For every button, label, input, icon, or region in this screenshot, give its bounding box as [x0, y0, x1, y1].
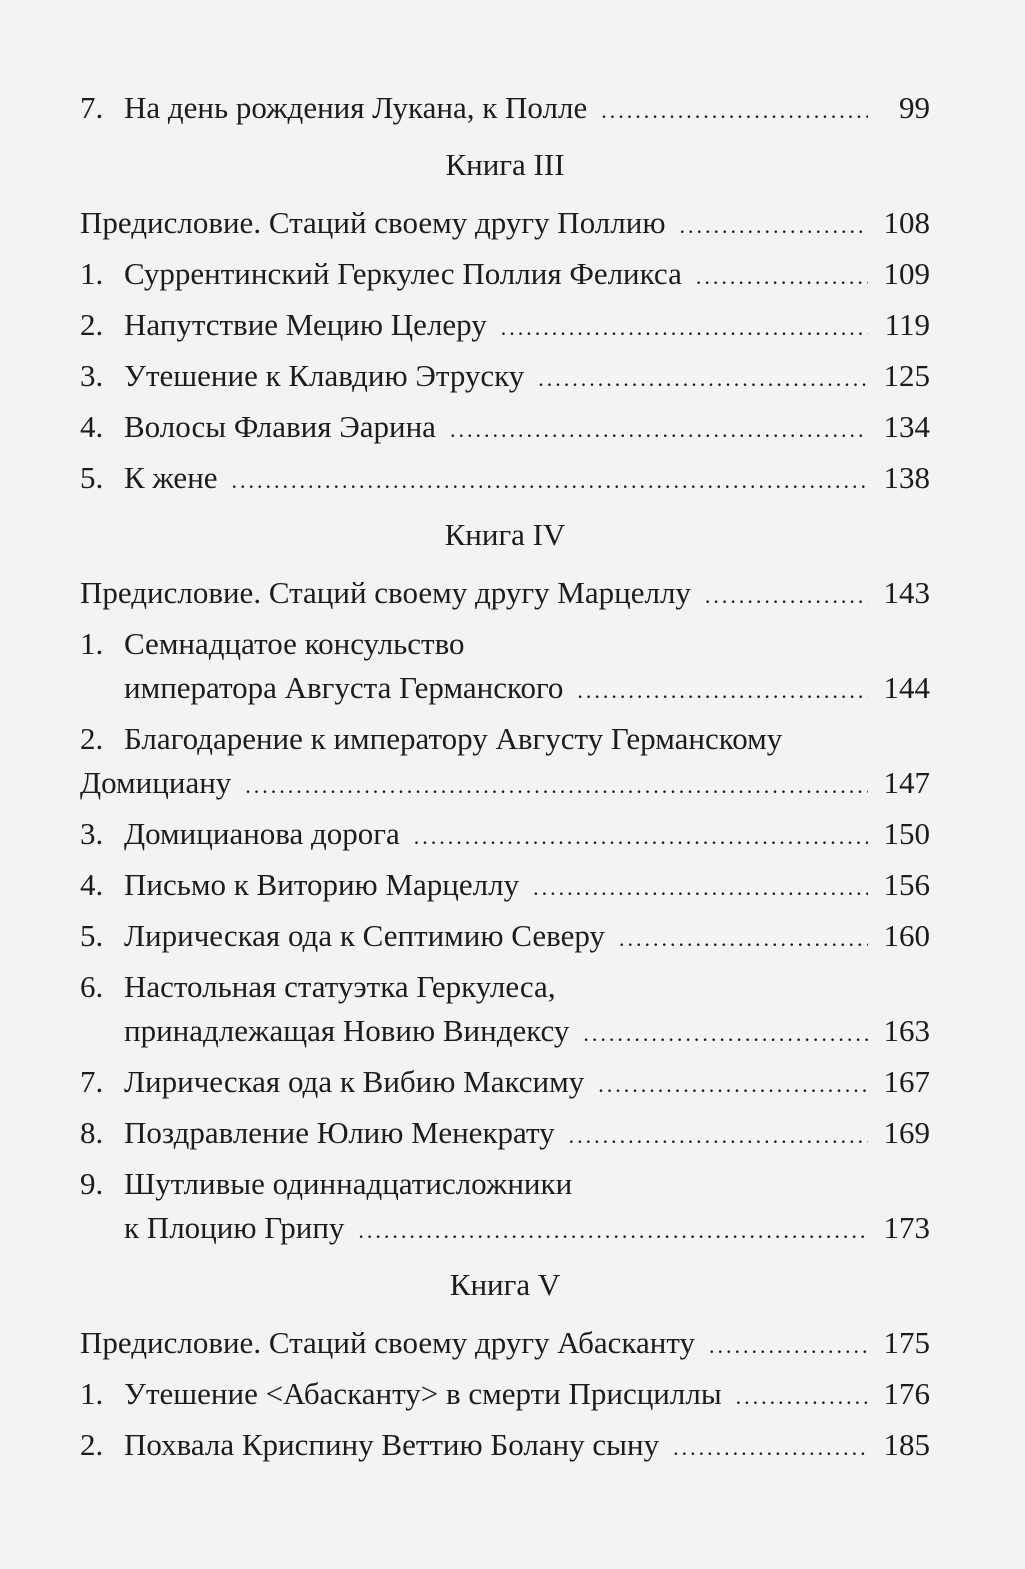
- entry-title: Предисловие. Стаций своему другу Марцеллу: [80, 575, 691, 610]
- page-number: 138: [883, 460, 930, 495]
- page-number: 173: [883, 1210, 930, 1245]
- entry-number: 2.: [80, 307, 104, 342]
- dot-leader: [232, 459, 868, 503]
- toc-entry: [80, 571, 930, 618]
- entry-title: На день рождения Лукана, к Полле: [124, 90, 588, 125]
- page-number: 160: [883, 918, 930, 953]
- entry-number: 3.: [80, 358, 104, 393]
- page-number: 99: [899, 90, 930, 125]
- toc-entry: [80, 303, 930, 350]
- dot-leader: [450, 408, 868, 452]
- entry-title: принадлежащая Новию Виндексу: [124, 1013, 570, 1048]
- toc-entry: [80, 965, 930, 1056]
- page-number: 144: [883, 670, 930, 705]
- entry-number: 7.: [80, 1064, 104, 1099]
- entry-number: 4.: [80, 867, 104, 902]
- book-heading: Книга V: [449, 1267, 561, 1302]
- entry-title: Домицианова дорога: [124, 816, 400, 851]
- entry-number: 8.: [80, 1115, 104, 1150]
- dot-leader: [679, 204, 868, 248]
- toc-entry-first-line: [80, 622, 930, 666]
- entry-title: Поздравление Юлию Менекрату: [124, 1115, 555, 1150]
- entry-title-line1: Шутливые одиннадцатисложники: [124, 1166, 573, 1201]
- page-number: 163: [883, 1013, 930, 1048]
- page-number: 125: [883, 358, 930, 393]
- entry-title: Похвала Криспину Веттию Болану сыну: [124, 1427, 660, 1462]
- entry-title: Утешение к Клавдию Этруску: [124, 358, 525, 393]
- page-number: 176: [883, 1376, 930, 1411]
- entry-title: Напутствие Мецию Целеру: [124, 307, 487, 342]
- entry-title-line1: Настольная статуэтка Геркулеса,: [124, 969, 556, 1004]
- toc-entry-first-line: [80, 965, 930, 1009]
- entry-number: 7.: [80, 90, 104, 125]
- toc-entry: [80, 1111, 930, 1158]
- page-number: 185: [883, 1427, 930, 1462]
- entry-title: Лирическая ода к Вибию Максиму: [124, 1064, 585, 1099]
- toc-entry-last-line: [80, 761, 930, 808]
- page-number: 169: [883, 1115, 930, 1150]
- entry-title: Домициану: [80, 765, 232, 800]
- dot-leader: [619, 917, 868, 961]
- dot-leader: [705, 574, 868, 618]
- entry-number: 3.: [80, 816, 104, 851]
- toc-entry: [80, 1372, 930, 1419]
- page-number: 109: [883, 256, 930, 291]
- toc-entry: [80, 1423, 930, 1470]
- entry-title: Письмо к Виторию Марцеллу: [124, 867, 520, 902]
- dot-leader: [736, 1375, 868, 1419]
- page-number: 150: [883, 816, 930, 851]
- book-heading: Книга IV: [444, 517, 566, 552]
- toc-entry: [80, 405, 930, 452]
- dot-leader: [673, 1426, 868, 1470]
- toc-entry-first-line: [80, 1162, 930, 1206]
- toc-entry-last-line: [80, 1206, 930, 1253]
- dot-leader: [245, 764, 868, 808]
- entry-number: 1.: [80, 626, 104, 661]
- dot-leader: [501, 306, 868, 350]
- entry-number: 4.: [80, 409, 104, 444]
- dot-leader: [538, 357, 868, 401]
- page-number: 175: [883, 1325, 930, 1360]
- entry-title: Предисловие. Стаций своему другу Абасканту: [80, 1325, 695, 1360]
- dot-leader: [414, 815, 868, 859]
- entry-number: 6.: [80, 969, 104, 1004]
- page-number: 156: [883, 867, 930, 902]
- toc-entry-first-line: [80, 717, 930, 761]
- toc-entry: [80, 1060, 930, 1107]
- page-number: 108: [883, 205, 930, 240]
- entry-title: Предисловие. Стаций своему другу Поллию: [80, 205, 666, 240]
- page-number: 143: [883, 575, 930, 610]
- toc-entry: [80, 354, 930, 401]
- toc-entry: [80, 252, 930, 299]
- entry-title-line1: Семнадцатое консульство: [124, 626, 465, 661]
- dot-leader: [577, 669, 868, 713]
- table-of-contents: [80, 86, 930, 1474]
- toc-entry: [80, 863, 930, 910]
- toc-entry-last-line: [80, 666, 930, 713]
- entry-number: 1.: [80, 1376, 104, 1411]
- page-number: 119: [884, 307, 930, 342]
- dot-leader: [709, 1324, 868, 1368]
- toc-entry-last-line: [80, 1009, 930, 1056]
- book-heading: Книга III: [445, 147, 565, 182]
- entry-number: 5.: [80, 460, 104, 495]
- toc-entry: [80, 812, 930, 859]
- entry-number: 1.: [80, 256, 104, 291]
- dot-leader: [533, 866, 868, 910]
- page-number: 167: [883, 1064, 930, 1099]
- entry-number: 2.: [80, 1427, 104, 1462]
- entry-title: к Плоцию Грипу: [124, 1210, 345, 1245]
- entry-number: 2.: [80, 721, 104, 756]
- toc-entry: [80, 201, 930, 248]
- dot-leader: [358, 1209, 868, 1253]
- toc-entry: [80, 914, 930, 961]
- dot-leader: [569, 1114, 868, 1158]
- entry-number: 9.: [80, 1166, 104, 1201]
- entry-title: Утешение <Абасканту> в смерти Присциллы: [124, 1376, 722, 1411]
- entry-title: Лирическая ода к Септимию Северу: [124, 918, 605, 953]
- entry-title: Суррентинский Геркулес Поллия Феликса: [124, 256, 682, 291]
- toc-entry: [80, 1162, 930, 1253]
- dot-leader: [696, 255, 868, 299]
- toc-entry: [80, 86, 930, 133]
- toc-entry: [80, 456, 930, 503]
- page-number: 147: [883, 765, 930, 800]
- dot-leader: [583, 1012, 868, 1056]
- dot-leader: [598, 1063, 868, 1107]
- entry-title: Волосы Флавия Эарина: [124, 409, 436, 444]
- toc-entry: [80, 1321, 930, 1368]
- page-number: 134: [883, 409, 930, 444]
- toc-entry: [80, 622, 930, 713]
- entry-title-line1: Благодарение к императору Августу Германскому: [124, 721, 783, 756]
- entry-title: К жене: [124, 460, 218, 495]
- toc-entry: [80, 717, 930, 808]
- dot-leader: [601, 89, 868, 133]
- entry-title: императора Августа Германского: [124, 670, 564, 705]
- entry-number: 5.: [80, 918, 104, 953]
